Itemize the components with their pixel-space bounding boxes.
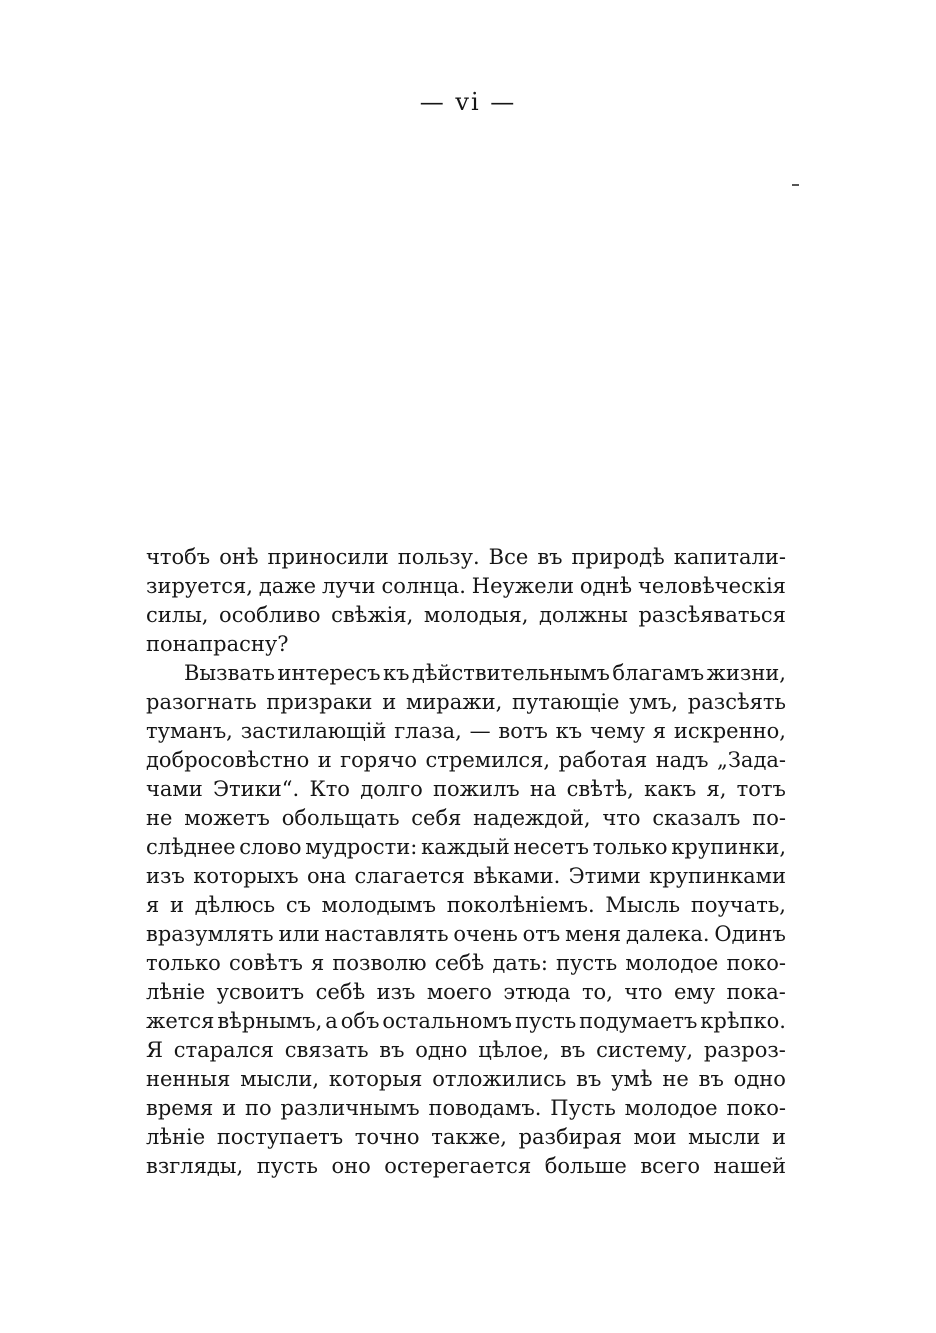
word: молодое	[624, 1096, 718, 1120]
text-line	[146, 746, 786, 775]
word: лучи	[321, 574, 376, 598]
word: взгляды,	[146, 1154, 244, 1178]
word: меня	[565, 922, 622, 946]
word: приносили	[267, 545, 389, 569]
word: и	[317, 748, 332, 772]
word: поучать,	[690, 893, 786, 917]
word: а	[325, 1009, 338, 1033]
word: жется	[146, 1009, 215, 1033]
word: позволю	[332, 951, 427, 975]
word: умѣ	[611, 1067, 653, 1091]
word: молодыя,	[423, 603, 529, 627]
text-line	[146, 891, 786, 920]
word: дать:	[492, 951, 548, 975]
text-line	[146, 920, 786, 949]
word: себѣ	[315, 980, 366, 1004]
word: цѣлое,	[478, 1038, 550, 1062]
print-speck	[792, 184, 799, 186]
word: на	[529, 777, 557, 801]
word: разсѣять	[687, 690, 786, 714]
word: призраки	[266, 690, 373, 714]
word: вразумлять	[146, 922, 274, 946]
word: разроз-	[703, 1038, 786, 1062]
word: Я	[146, 1038, 163, 1062]
word: подумаетъ	[579, 1009, 698, 1033]
word: нашей	[713, 1154, 786, 1178]
word: поступаетъ	[216, 1125, 344, 1149]
word: „Зада-	[716, 748, 786, 772]
word: вѣками.	[473, 864, 561, 888]
word: каждый	[421, 835, 510, 859]
word: или	[278, 922, 320, 946]
word: различнымъ	[280, 1096, 420, 1120]
word: застилающій	[240, 719, 387, 743]
word: Неужели	[471, 574, 574, 598]
word: —	[469, 719, 491, 743]
word: интересъ	[277, 661, 381, 685]
word: себя	[411, 806, 462, 830]
word: даже	[258, 574, 317, 598]
word: свѣжія,	[331, 603, 414, 627]
text-line	[146, 572, 786, 601]
word: Вызвать	[184, 661, 275, 685]
text-line	[146, 543, 786, 572]
word: мудрости:	[305, 835, 418, 859]
word: всего	[640, 1154, 700, 1178]
word: Пусть	[550, 1096, 616, 1120]
word: слово	[239, 835, 302, 859]
word: какъ	[644, 777, 697, 801]
word: остерегается	[384, 1154, 532, 1178]
word: солнца.	[381, 574, 466, 598]
word: этюда	[503, 980, 571, 1004]
page-number: — vi —	[419, 88, 517, 116]
word: пожилъ	[432, 777, 520, 801]
word: больше	[544, 1154, 627, 1178]
word: мысли	[688, 1125, 761, 1149]
word: что	[602, 806, 641, 830]
word: пусть	[515, 1009, 577, 1033]
word: пусть	[556, 951, 618, 975]
word: миражи,	[405, 690, 503, 714]
word: особливо	[219, 603, 321, 627]
word: также,	[431, 1125, 507, 1149]
word: вотъ	[498, 719, 548, 743]
word: несетъ	[513, 835, 590, 859]
word: Одинъ	[714, 922, 786, 946]
word: усвоитъ	[216, 980, 305, 1004]
word: мои	[633, 1125, 677, 1149]
word: изъ	[376, 980, 416, 1004]
word: работая	[558, 748, 648, 772]
word: тотъ	[736, 777, 786, 801]
word: я,	[706, 777, 727, 801]
word: жизни,	[706, 661, 786, 685]
word: и	[222, 1096, 237, 1120]
word: очень	[453, 922, 518, 946]
word: дѣлюсь	[194, 893, 276, 917]
word: чами	[146, 777, 203, 801]
word: стремился,	[425, 748, 551, 772]
word: пользу.	[397, 545, 480, 569]
word: глаза,	[394, 719, 462, 743]
word: въ	[537, 545, 563, 569]
word: моего	[426, 980, 492, 1004]
word: оно	[331, 1154, 371, 1178]
word: поко-	[726, 1096, 786, 1120]
word: въ	[576, 1067, 602, 1091]
word: пусть	[256, 1154, 318, 1178]
word: обольщать	[281, 806, 400, 830]
word: капитали-	[673, 545, 786, 569]
word: разогнать	[146, 690, 257, 714]
word: лѣніе	[146, 1125, 206, 1149]
word: по	[245, 1096, 272, 1120]
word: сказалъ	[652, 806, 741, 830]
word: туманъ,	[146, 719, 233, 743]
word: умъ,	[629, 690, 679, 714]
word: чтобъ	[146, 545, 211, 569]
word: разсѣяваться	[638, 603, 786, 627]
word: которыхъ	[193, 864, 299, 888]
word: Мысль	[605, 893, 681, 917]
word: силы,	[146, 603, 209, 627]
text-line	[146, 1036, 786, 1065]
word: и	[169, 893, 184, 917]
word: себѣ	[434, 951, 485, 975]
word: крупинками	[649, 864, 786, 888]
word: должны	[538, 603, 628, 627]
word: и	[382, 690, 397, 714]
word: отъ	[522, 922, 561, 946]
word: зируется,	[146, 574, 253, 598]
word: надъ	[655, 748, 709, 772]
word: дѣйствительнымъ	[411, 661, 610, 685]
text-line: понапрасну?	[146, 632, 289, 656]
word: молодымъ	[321, 893, 436, 917]
text-line	[146, 1123, 786, 1152]
word: въ	[560, 1038, 586, 1062]
word: долго	[360, 777, 423, 801]
word: чему	[589, 719, 645, 743]
word: онѣ	[219, 545, 259, 569]
word: я	[310, 951, 325, 975]
word: поко-	[726, 951, 786, 975]
word: что	[624, 980, 663, 1004]
text-line	[146, 1152, 786, 1181]
word: въ	[698, 1067, 724, 1091]
word: въ	[379, 1038, 405, 1062]
word: остальномъ	[382, 1009, 513, 1033]
text-line	[146, 949, 786, 978]
word: не	[662, 1067, 689, 1091]
word: слѣднее	[146, 835, 236, 859]
text-line	[146, 601, 786, 630]
word: время	[146, 1096, 214, 1120]
word: я	[652, 719, 667, 743]
text-line-paragraph-start	[146, 659, 786, 688]
text-line	[146, 833, 786, 862]
text-line	[146, 688, 786, 717]
word: которыя	[328, 1067, 423, 1091]
word: совѣтъ	[228, 951, 303, 975]
word: отложились	[432, 1067, 567, 1091]
text-line	[146, 1007, 786, 1036]
word: благамъ	[612, 661, 705, 685]
word: одно	[415, 1038, 468, 1062]
text-line	[146, 978, 786, 1007]
word: только	[146, 951, 221, 975]
word: изъ	[146, 864, 185, 888]
word: добросовѣстно	[146, 748, 310, 772]
word: Все	[488, 545, 529, 569]
word: я	[146, 893, 160, 917]
word: пока-	[726, 980, 786, 1004]
word: крупинки,	[671, 835, 786, 859]
word: крѣпко.	[700, 1009, 786, 1033]
word: природѣ	[571, 545, 665, 569]
word: ему	[673, 980, 716, 1004]
word: съ	[285, 893, 311, 917]
text-line	[146, 775, 786, 804]
word: объ	[340, 1009, 380, 1033]
text-line	[146, 804, 786, 833]
word: путающіе	[512, 690, 620, 714]
word: поводамъ.	[428, 1096, 542, 1120]
text-line	[146, 862, 786, 891]
word: можетъ	[184, 806, 270, 830]
word: старался	[173, 1038, 274, 1062]
word: мысли,	[240, 1067, 320, 1091]
word: Кто	[309, 777, 350, 801]
text-line	[146, 1094, 786, 1123]
word: систему,	[596, 1038, 694, 1062]
word: одно	[733, 1067, 786, 1091]
word: горячо	[340, 748, 418, 772]
word: и	[771, 1125, 786, 1149]
word: ненныя	[146, 1067, 231, 1091]
word: слагается	[354, 864, 465, 888]
text-line	[146, 1065, 786, 1094]
word: не	[146, 806, 173, 830]
word: надеждой,	[473, 806, 591, 830]
word: Этими	[568, 864, 641, 888]
word: свѣтѣ,	[566, 777, 634, 801]
word: по-	[752, 806, 786, 830]
word: только	[592, 835, 668, 859]
word: къ	[555, 719, 583, 743]
word: то,	[581, 980, 613, 1004]
word: точно	[354, 1125, 420, 1149]
word: лѣніе	[146, 980, 206, 1004]
text-line	[146, 717, 786, 746]
word: искренно,	[673, 719, 786, 743]
body-text	[146, 543, 786, 1181]
word: далека.	[626, 922, 710, 946]
word: связать	[284, 1038, 369, 1062]
word: молодое	[625, 951, 719, 975]
word: къ	[382, 661, 410, 685]
word: разбирая	[518, 1125, 622, 1149]
word: она	[306, 864, 347, 888]
word: наставлять	[324, 922, 449, 946]
word: Этики“.	[212, 777, 300, 801]
word: поколѣніемъ.	[446, 893, 595, 917]
word: однѣ	[579, 574, 633, 598]
word: вѣрнымъ,	[217, 1009, 323, 1033]
word: человѣческія	[637, 574, 786, 598]
